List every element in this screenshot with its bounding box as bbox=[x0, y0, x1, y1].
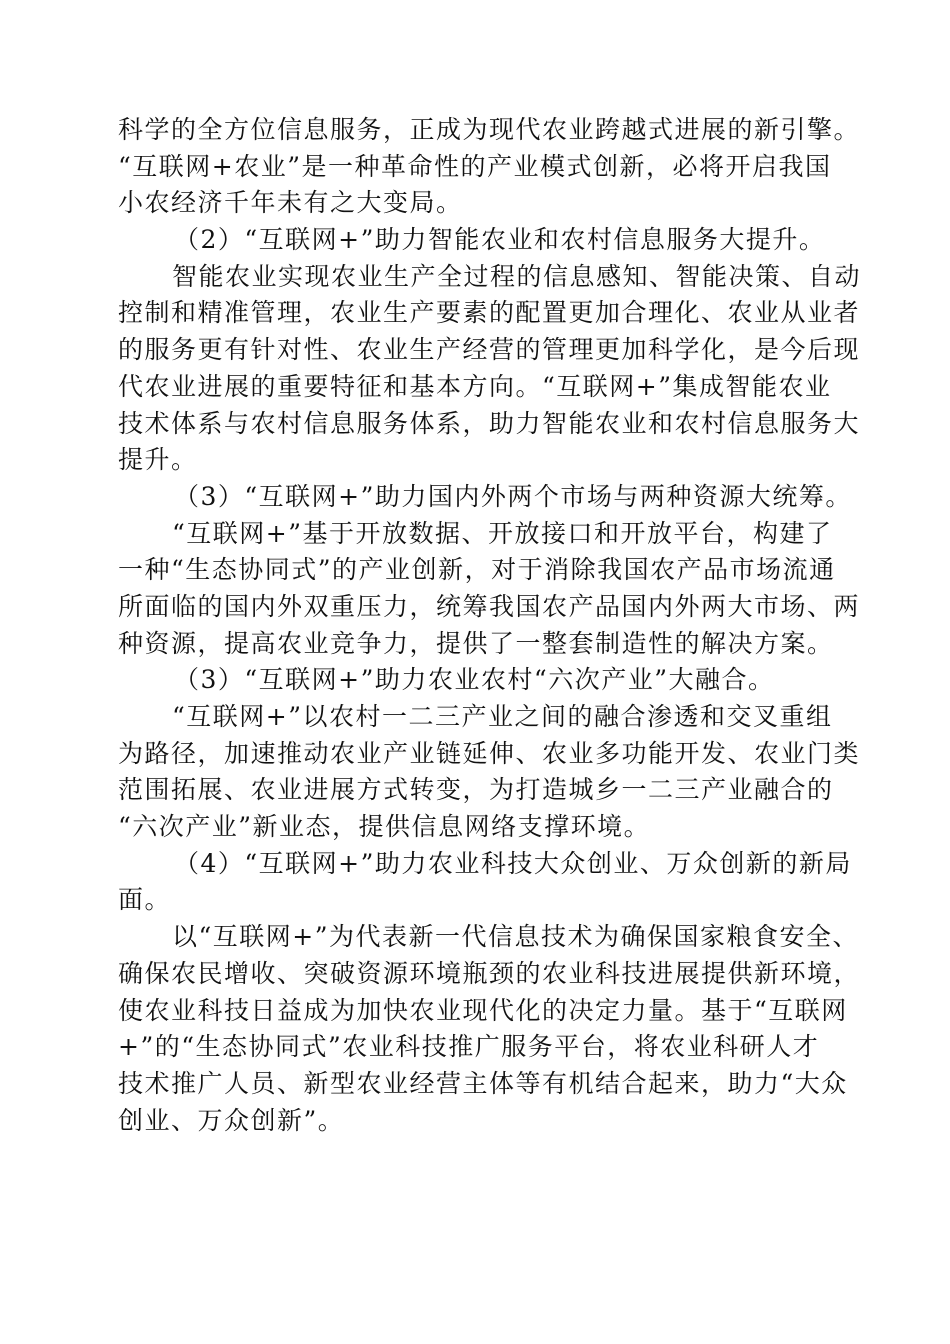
section-heading: （2）“互联网+”助力智能农业和农村信息服务大提升。 bbox=[174, 225, 826, 255]
text-line: 小农经济千年未有之大变局。 bbox=[118, 188, 463, 218]
text-line: 范围拓展、农业进展方式转变，为打造城乡一二三产业融合的 bbox=[118, 775, 834, 805]
text-line: 为路径，加速推动农业产业链延伸、农业多功能开发、农业门类 bbox=[118, 738, 861, 768]
text-line: 确保农民增收、突破资源环境瓶颈的农业科技进展提供新环境， bbox=[118, 958, 861, 988]
section-heading: （3）“互联网+”助力农业农村“六次产业”大融合。 bbox=[174, 665, 775, 695]
text-line: 技术推广人员、新型农业经营主体等有机结合起来，助力“大众 bbox=[118, 1068, 848, 1098]
text-line: 技术体系与农村信息服务体系，助力智能农业和农村信息服务大 bbox=[118, 408, 861, 438]
text-line: +”的“生态协同式”农业科技推广服务平台，将农业科研人才 bbox=[118, 1032, 820, 1062]
text-line: 的服务更有针对性、农业生产经营的管理更加科学化，是今后现 bbox=[118, 335, 861, 365]
paragraph-first-line: “互联网+”基于开放数据、开放接口和开放平台，构建了 bbox=[172, 518, 833, 548]
section-heading: （3）“互联网+”助力国内外两个市场与两种资源大统筹。 bbox=[174, 481, 852, 511]
text-line: 代农业进展的重要特征和基本方向。“互联网+”集成智能农业 bbox=[118, 371, 832, 401]
text-line: 种资源，提高农业竞争力，提供了一整套制造性的解决方案。 bbox=[118, 628, 834, 658]
text-line: 所面临的国内外双重压力，统筹我国农产品国内外两大市场、两 bbox=[118, 591, 861, 621]
text-line: 提升。 bbox=[118, 445, 198, 475]
paragraph-first-line: 以“互联网+”为代表新一代信息技术为确保国家粮食安全、 bbox=[172, 922, 860, 952]
text-line: 创业、万众创新”。 bbox=[118, 1105, 345, 1135]
paragraph-first-line: “互联网+”以农村一二三产业之间的融合渗透和交叉重组 bbox=[172, 702, 833, 731]
text-line: 使农业科技日益成为加快农业现代化的决定力量。基于“互联网 bbox=[118, 995, 848, 1025]
document-body bbox=[118, 112, 862, 1139]
paragraph-first-line: 智能农业实现农业生产全过程的信息感知、智能决策、自动 bbox=[172, 261, 862, 291]
text-line: 面。 bbox=[118, 885, 172, 915]
text-line: “互联网+农业”是一种革命性的产业模式创新，必将开启我国 bbox=[118, 151, 832, 181]
text-line: 科学的全方位信息服务，正成为现代农业跨越式进展的新引擎。 bbox=[118, 115, 861, 144]
text-line: 控制和精准管理，农业生产要素的配置更加合理化、农业从业者 bbox=[118, 298, 861, 328]
text-line: 一种“生态协同式”的产业创新，对于消除我国农产品市场流通 bbox=[118, 555, 836, 585]
section-heading: （4）“互联网+”助力农业科技大众创业、万众创新的新局 bbox=[174, 848, 852, 878]
text-line: “六次产业”新业态，提供信息网络支撑环境。 bbox=[118, 812, 651, 842]
